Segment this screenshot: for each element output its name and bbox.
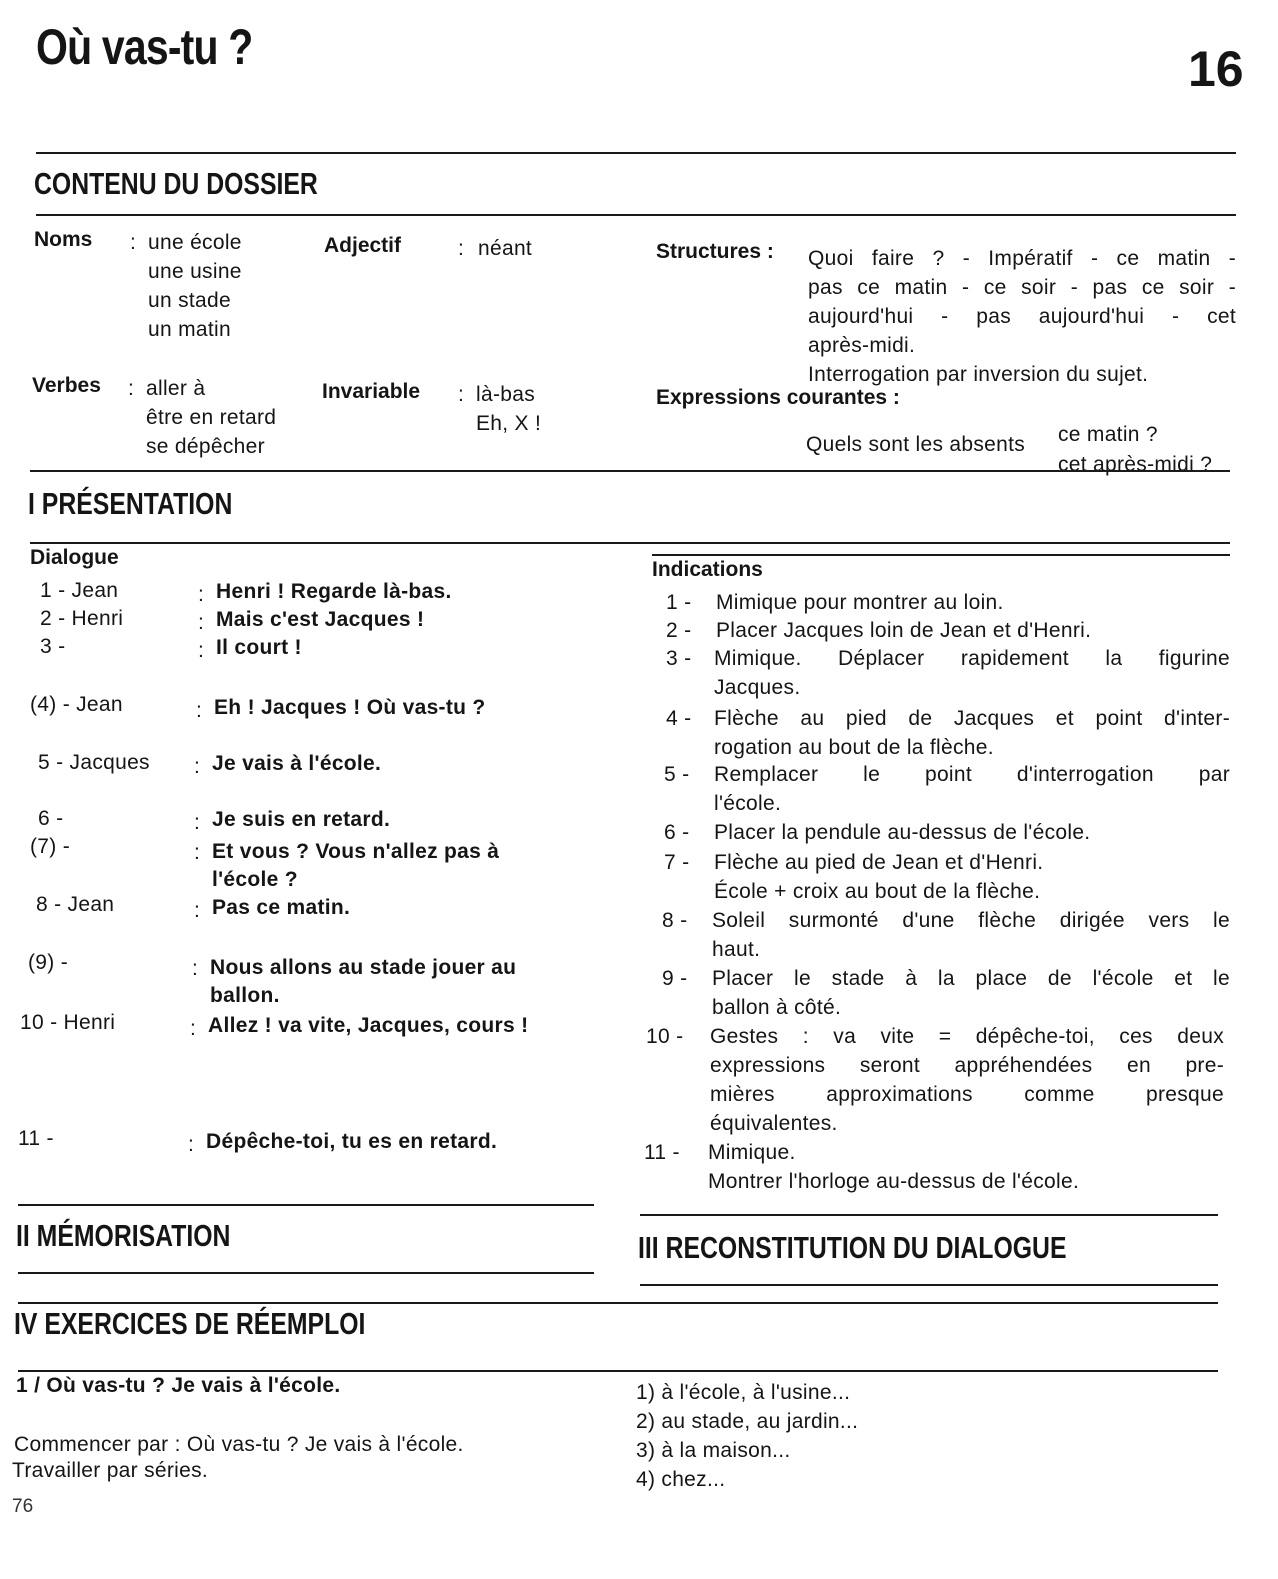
section-presentation-heading: I PRÉSENTATION — [28, 486, 233, 521]
dialogue-line-part: Nous allons au stade jouer au — [210, 956, 517, 979]
indication-line: expressions seront appréhendées en pre- — [710, 1054, 1224, 1077]
absents-option: cet après-midi ? — [1058, 453, 1213, 476]
dialogue-line — [210, 954, 516, 1010]
invariable-label: Invariable — [322, 380, 421, 403]
indication-number: 9 - — [662, 967, 688, 990]
indication-line: Placer la pendule au-dessus de l'école. — [714, 821, 1091, 844]
divider — [36, 214, 1236, 216]
indication-number: 4 - — [666, 707, 692, 730]
list-item: 3) à la maison... — [636, 1439, 791, 1462]
divider — [30, 470, 1230, 472]
indication-line: Flèche au pied de Jean et d'Henri. — [714, 851, 1044, 874]
indication-text — [712, 906, 1230, 964]
section-memorisation-heading: II MÉMORISATION — [16, 1218, 231, 1253]
dialogue-sep: : — [188, 1133, 195, 1156]
indication-number: 8 - — [662, 909, 688, 932]
dialogue-speaker: 6 - — [38, 807, 64, 830]
indication-line: ballon à côté. — [712, 996, 842, 1019]
indication-line: École + croix au bout de la flèche. — [714, 880, 1041, 903]
invariable-sep: : — [458, 383, 465, 406]
noms-list — [148, 228, 242, 344]
indication-text — [708, 1138, 1230, 1196]
list-item: Quoi faire ? - Impératif - ce matin - — [808, 247, 1236, 270]
indication-text — [714, 818, 1230, 847]
exercise-title: 1 / Où vas-tu ? Je vais à l'école. — [16, 1374, 341, 1397]
absents-option: ce matin ? — [1058, 423, 1158, 446]
dialogue-sep: : — [194, 841, 201, 864]
indication-text — [710, 1022, 1224, 1138]
noms-sep: : — [130, 231, 137, 254]
list-item: être en retard — [146, 406, 277, 429]
noms-label: Noms — [34, 228, 93, 251]
dialogue-speaker: 8 - Jean — [36, 893, 115, 916]
dialogue-sep: : — [192, 957, 199, 980]
dialogue-line: Je vais à l'école. — [212, 752, 382, 775]
indication-text — [716, 588, 1230, 617]
dialogue-label: Dialogue — [30, 546, 119, 569]
indication-line: Gestes : va vite = dépêche-toi, ces deux — [710, 1025, 1224, 1048]
indication-text — [712, 964, 1230, 1022]
dialogue-line: Henri ! Regarde là-bas. — [216, 580, 452, 603]
indication-line: Placer Jacques loin de Jean et d'Henri. — [716, 619, 1092, 642]
indication-number: 10 - — [646, 1025, 684, 1048]
indication-line: Remplacer le point d'interrogation par — [714, 763, 1230, 786]
dialogue-line: Eh ! Jacques ! Où vas-tu ? — [214, 696, 486, 719]
list-item: 1) à l'école, à l'usine... — [636, 1381, 851, 1404]
divider — [30, 542, 1230, 544]
indication-line: Soleil surmonté d'une flèche dirigée vers le — [712, 909, 1230, 932]
section-exercices-heading: IV EXERCICES DE RÉEMPLOI — [14, 1306, 366, 1341]
list-item: aujourd'hui - pas aujourd'hui - cet — [808, 305, 1236, 328]
exercise-instruction: Travailler par séries. — [12, 1459, 209, 1482]
dialogue-sep: : — [194, 899, 201, 922]
indication-line: Mimique pour montrer au loin. — [716, 591, 1004, 614]
indication-text — [714, 704, 1230, 762]
verbes-label: Verbes — [32, 374, 101, 397]
divider — [640, 1284, 1218, 1286]
list-item: un stade — [148, 289, 231, 312]
dialogue-line-part: l'école ? — [212, 868, 298, 891]
list-item: 4) chez... — [636, 1468, 726, 1491]
list-item: pas ce matin - ce soir - pas ce soir - — [808, 276, 1236, 299]
indication-number: 7 - — [664, 851, 690, 874]
indication-line: Placer le stade à la place de l'école et le — [712, 967, 1230, 990]
indication-text — [714, 848, 1230, 906]
indication-line: équivalentes. — [710, 1112, 838, 1135]
indication-line: Jacques. — [714, 676, 801, 699]
list-item: Interrogation par inversion du sujet. — [808, 363, 1149, 386]
indication-line: rogation au bout de la flèche. — [714, 736, 994, 759]
dialogue-line: Il court ! — [216, 636, 302, 659]
dossier-number: 16 — [1188, 41, 1244, 97]
dialogue-sep: : — [198, 583, 205, 606]
indication-number: 3 - — [666, 647, 692, 670]
divider — [18, 1370, 1218, 1372]
list-item: se dépêcher — [146, 435, 265, 458]
indication-line: Mimique. Déplacer rapidement la figurine — [714, 647, 1230, 670]
dialogue-speaker: (9) - — [28, 951, 68, 974]
dialogue-speaker: 2 - Henri — [40, 607, 124, 630]
absents-text: Quels sont les absents — [806, 433, 1026, 456]
indication-line: Montrer l'horloge au-dessus de l'école. — [708, 1170, 1080, 1193]
list-item: une usine — [148, 260, 242, 283]
list-item: aller à — [146, 377, 206, 400]
indication-line: haut. — [712, 938, 761, 961]
exercise-instruction: Commencer par : Où vas-tu ? Je vais à l'école. — [14, 1433, 464, 1456]
dialogue-speaker: 1 - Jean — [40, 579, 119, 602]
indication-number: 2 - — [666, 619, 692, 642]
dialogue-line: Mais c'est Jacques ! — [216, 608, 425, 631]
indications-label: Indications — [652, 558, 763, 581]
invariable-list — [476, 380, 541, 438]
expressions-label: Expressions courantes : — [656, 386, 900, 409]
dialogue-speaker: (4) - Jean — [30, 693, 123, 716]
divider — [18, 1204, 594, 1206]
dialogue-line: Je suis en retard. — [212, 808, 391, 831]
adjectif-sep: : — [458, 237, 465, 260]
dialogue-line-part: Et vous ? Vous n'allez pas à — [212, 840, 500, 863]
section-contenu-heading: CONTENU DU DOSSIER — [34, 166, 318, 201]
indication-number: 11 - — [644, 1141, 680, 1164]
exercise-series — [636, 1378, 858, 1494]
list-item: 2) au stade, au jardin... — [636, 1410, 859, 1433]
dialogue-line-part: ballon. — [210, 984, 280, 1007]
divider — [18, 1302, 1218, 1304]
dialogue-sep: : — [198, 639, 205, 662]
indication-number: 1 - — [666, 591, 692, 614]
dialogue-sep: : — [190, 1017, 197, 1040]
section-reconstitution-heading: III RECONSTITUTION DU DIALOGUE — [638, 1230, 1067, 1265]
divider — [652, 554, 1230, 556]
indication-text — [716, 616, 1230, 645]
dialogue-speaker: 10 - Henri — [20, 1011, 116, 1034]
list-item: un matin — [148, 318, 231, 341]
indication-line: l'école. — [714, 792, 782, 815]
indication-line: mières approximations comme presque — [710, 1083, 1224, 1106]
dialogue-speaker: 5 - Jacques — [38, 751, 150, 774]
adjectif-label: Adjectif — [324, 234, 402, 257]
indication-text — [714, 760, 1230, 818]
divider — [36, 152, 1236, 154]
divider — [640, 1214, 1218, 1216]
list-item: après-midi. — [808, 334, 916, 357]
structures-label: Structures : — [656, 240, 774, 263]
dialogue-line: Allez ! va vite, Jacques, cours ! — [208, 1014, 529, 1037]
dialogue-sep: : — [194, 755, 201, 778]
list-item: là-bas — [476, 383, 535, 406]
page-number: 76 — [12, 1496, 34, 1517]
dialogue-line: Dépêche-toi, tu es en retard. — [206, 1130, 498, 1153]
divider — [18, 1272, 594, 1274]
dialogue-sep: : — [196, 699, 203, 722]
indication-line: Flèche au pied de Jacques et point d'inter- — [714, 707, 1230, 730]
list-item: Eh, X ! — [476, 412, 542, 435]
dialogue-speaker: 3 - — [40, 635, 66, 658]
adjectif-value: néant — [478, 237, 533, 260]
dialogue-speaker: (7) - — [30, 835, 70, 858]
dialogue-line — [212, 838, 499, 894]
dialogue-sep: : — [198, 611, 205, 634]
list-item: une école — [148, 231, 242, 254]
verbes-sep: : — [128, 377, 135, 400]
dialogue-line: Pas ce matin. — [212, 896, 351, 919]
page-title: Où vas-tu ? — [36, 19, 253, 75]
structures-list — [808, 244, 1236, 389]
indication-line: Mimique. — [708, 1141, 796, 1164]
dialogue-speaker: 11 - — [18, 1127, 54, 1150]
indication-number: 6 - — [664, 821, 690, 844]
indication-text — [714, 644, 1230, 702]
verbes-list — [146, 374, 276, 461]
dialogue-sep: : — [194, 811, 201, 834]
indication-number: 5 - — [664, 763, 690, 786]
